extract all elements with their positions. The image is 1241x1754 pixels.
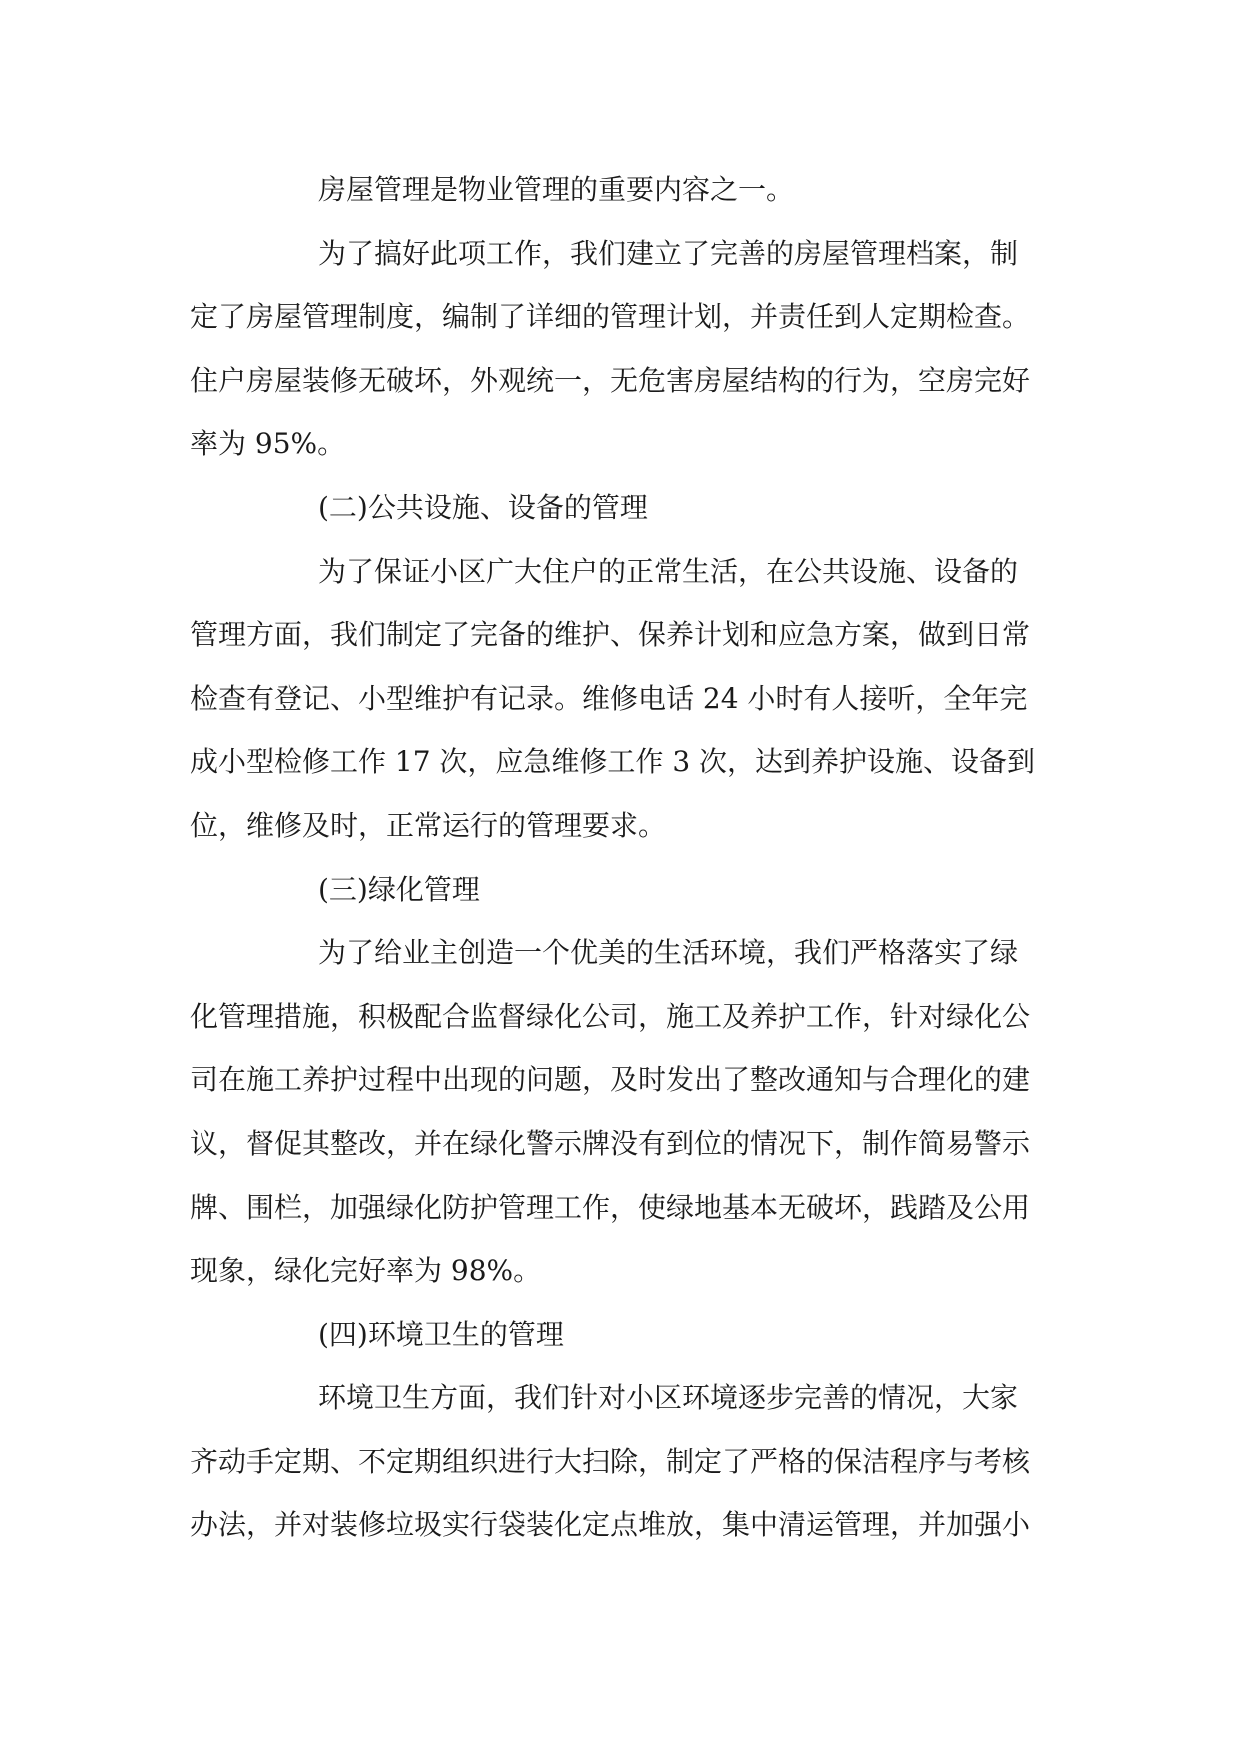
paragraph-line: 司在施工养护过程中出现的问题，及时发出了整改通知与合理化的建 — [190, 1063, 1031, 1097]
paragraph-line: 成小型检修工作 17 次，应急维修工作 3 次，达到养护设施、设备到 — [190, 745, 1036, 779]
paragraph-line: 现象，绿化完好率为 98%。 — [190, 1254, 542, 1288]
paragraph-line: 为了搞好此项工作，我们建立了完善的房屋管理档案，制 — [318, 236, 1019, 270]
paragraph-line: 齐动手定期、不定期组织进行大扫除，制定了严格的保洁程序与考核 — [190, 1444, 1031, 1478]
paragraph-line: 为了保证小区广大住户的正常生活，在公共设施、设备的 — [318, 554, 1019, 588]
paragraph-line: 为了给业主创造一个优美的生活环境，我们严格落实了绿 — [318, 936, 1019, 970]
section-heading: (三)绿化管理 — [318, 872, 480, 906]
paragraph-line: 率为 95%。 — [190, 427, 346, 461]
paragraph-line: 位，维修及时，正常运行的管理要求。 — [190, 808, 667, 842]
paragraph-line: 住户房屋装修无破坏，外观统一，无危害房屋结构的行为，空房完好 — [190, 363, 1031, 397]
paragraph-line: 管理方面，我们制定了完备的维护、保养计划和应急方案，做到日常 — [190, 618, 1031, 652]
section-heading: (二)公共设施、设备的管理 — [318, 490, 648, 524]
section-heading: (四)环境卫生的管理 — [318, 1317, 564, 1351]
paragraph-line: 房屋管理是物业管理的重要内容之一。 — [318, 173, 795, 206]
paragraph-line: 牌、围栏，加强绿化防护管理工作，使绿地基本无破坏，践踏及公用 — [190, 1190, 1031, 1224]
paragraph-line: 化管理措施，积极配合监督绿化公司，施工及养护工作，针对绿化公 — [190, 999, 1031, 1033]
body-text — [190, 158, 1070, 1557]
paragraph-line: 议，督促其整改，并在绿化警示牌没有到位的情况下，制作简易警示 — [190, 1126, 1031, 1160]
paragraph-line: 办法，并对装修垃圾实行袋装化定点堆放，集中清运管理，并加强小 — [190, 1508, 1031, 1542]
paragraph-line: 定了房屋管理制度，编制了详细的管理计划，并责任到人定期检查。 — [190, 300, 1031, 334]
paragraph-line: 环境卫生方面，我们针对小区环境逐步完善的情况，大家 — [318, 1381, 1019, 1415]
paragraph-line: 检查有登记、小型维护有记录。维修电话 24 小时有人接听，全年完 — [190, 681, 1028, 715]
